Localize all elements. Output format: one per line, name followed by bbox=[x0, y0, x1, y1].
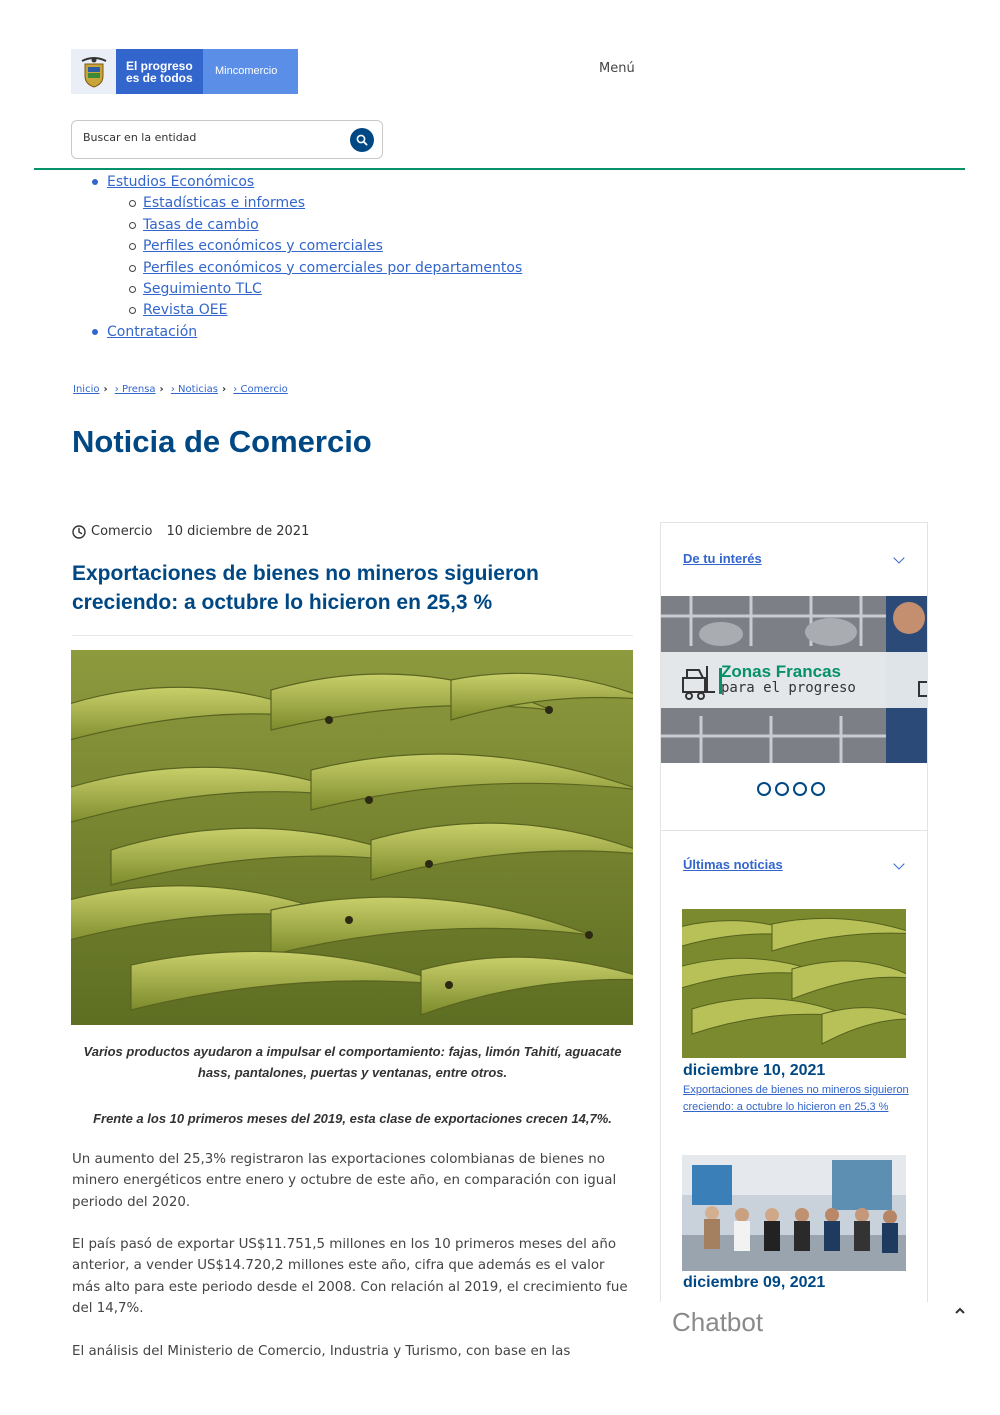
page-title: Noticia de Comercio bbox=[72, 424, 372, 459]
carousel-dots bbox=[757, 782, 825, 796]
article-date: 10 diciembre de 2021 bbox=[166, 524, 310, 539]
clock-icon bbox=[72, 525, 86, 539]
search-button[interactable] bbox=[350, 128, 374, 152]
chatbot-button[interactable]: Chatbot bbox=[672, 1307, 764, 1337]
nav-subitem bbox=[143, 300, 522, 321]
logo-ministry: Mincomercio bbox=[203, 49, 298, 94]
article-paragraph: El análisis del Ministerio de Comercio, Industria y Turismo, con base en las bbox=[72, 1344, 571, 1359]
gov-logo[interactable] bbox=[71, 49, 298, 94]
news-date: diciembre 10, 2021 bbox=[683, 1062, 826, 1079]
article-lead: Frente a los 10 primeros meses del 2019, esta clase de exportaciones crecen 14,7%. bbox=[93, 1111, 612, 1126]
search-input[interactable] bbox=[83, 131, 343, 144]
breadcrumb-inicio[interactable]: Inicio bbox=[73, 384, 100, 395]
chevron-down-icon[interactable] bbox=[893, 552, 904, 563]
nav-link-perfiles[interactable]: Perfiles económicos y comerciales bbox=[143, 238, 383, 255]
carousel-dot[interactable] bbox=[793, 782, 807, 796]
nav-subitem bbox=[143, 215, 522, 236]
breadcrumb-prensa[interactable]: › Prensa bbox=[114, 384, 156, 395]
nav-link-estudios-economicos[interactable]: Estudios Económicos bbox=[107, 174, 255, 190]
title-divider bbox=[72, 635, 633, 636]
carousel-dot[interactable] bbox=[757, 782, 771, 796]
menu-button[interactable]: Menú bbox=[599, 61, 635, 76]
nav-link-seguimiento-tlc[interactable]: Seguimiento TLC bbox=[143, 281, 262, 298]
sidebar bbox=[660, 522, 928, 1302]
breadcrumb-comercio[interactable]: › Comercio bbox=[233, 384, 288, 395]
news-thumbnail[interactable] bbox=[682, 909, 906, 1058]
nav-subitem bbox=[143, 236, 522, 257]
section-nav bbox=[91, 172, 522, 343]
carousel-dot[interactable] bbox=[811, 782, 825, 796]
logo-slogan: El progreso es de todos bbox=[116, 49, 203, 94]
news-date: diciembre 09, 2021 bbox=[683, 1274, 826, 1291]
search-box bbox=[71, 120, 383, 159]
chevron-up-icon bbox=[955, 1307, 965, 1314]
article-meta bbox=[72, 524, 309, 539]
article-paragraph: El país pasó de exportar US$11.751,5 millones en los 10 primeros meses del año anterior, a vender US$14.720,2 millones este año, cifra que además es el valor más alto para este periodo desde el 2008. Con relación al 2019, el crecimiento fue del 14,7%. bbox=[72, 1237, 628, 1317]
banner-line2: para el progreso bbox=[721, 680, 856, 696]
chevron-down-icon[interactable] bbox=[893, 858, 904, 869]
header-divider bbox=[34, 168, 965, 170]
search-icon bbox=[356, 134, 368, 146]
sidebar-divider bbox=[661, 830, 928, 831]
scroll-to-top-button[interactable] bbox=[953, 1303, 967, 1317]
image-caption: Varios productos ayudaron a impulsar el comportamiento: fajas, limón Tahití, aguacate hass, pantalones, puertas y ventanas, entre otros. bbox=[83, 1044, 622, 1080]
news-thumbnail[interactable] bbox=[682, 1155, 906, 1271]
banner-zonas-francas[interactable] bbox=[661, 596, 928, 763]
latest-news-toggle[interactable]: Últimas noticias bbox=[683, 857, 783, 872]
nav-subitem bbox=[143, 279, 522, 300]
nav-subitem bbox=[143, 193, 522, 214]
breadcrumb: Inicio › › Prensa › › Noticias › › Comercio bbox=[73, 384, 288, 395]
nav-item-contratacion bbox=[91, 322, 522, 343]
article-paragraph: Un aumento del 25,3% registraron las exportaciones colombianas de bienes no minero energéticos entre enero y octubre de este año, en comparación con igual periodo del 2020. bbox=[72, 1152, 617, 1210]
nav-link-revista-oee[interactable]: Revista OEE bbox=[143, 302, 228, 319]
nav-item-estudios bbox=[91, 172, 522, 322]
breadcrumb-noticias[interactable]: › Noticias bbox=[170, 384, 218, 395]
nav-link-estadisticas[interactable]: Estadísticas e informes bbox=[143, 195, 306, 212]
nav-link-perfiles-departamentos[interactable]: Perfiles económicos y comerciales por departamentos bbox=[143, 259, 523, 276]
banner-line1: Zonas Francas bbox=[721, 662, 841, 681]
interest-toggle[interactable]: De tu interés bbox=[683, 551, 762, 566]
article-category: Comercio bbox=[91, 524, 153, 539]
article-title: Exportaciones de bienes no mineros siguieron creciendo: a octubre lo hicieron en 25,3 % bbox=[72, 562, 539, 614]
nav-link-contratacion[interactable]: Contratación bbox=[107, 323, 198, 340]
nav-link-tasas-cambio[interactable]: Tasas de cambio bbox=[143, 216, 259, 233]
carousel-dot[interactable] bbox=[775, 782, 789, 796]
article-image-bananas bbox=[71, 650, 633, 1025]
nav-subitem bbox=[143, 258, 522, 279]
coat-of-arms-icon bbox=[71, 49, 116, 94]
news-link[interactable]: Exportaciones de bienes no mineros siguieron creciendo: a octubre lo hicieron en 25,3 % bbox=[683, 1084, 909, 1113]
